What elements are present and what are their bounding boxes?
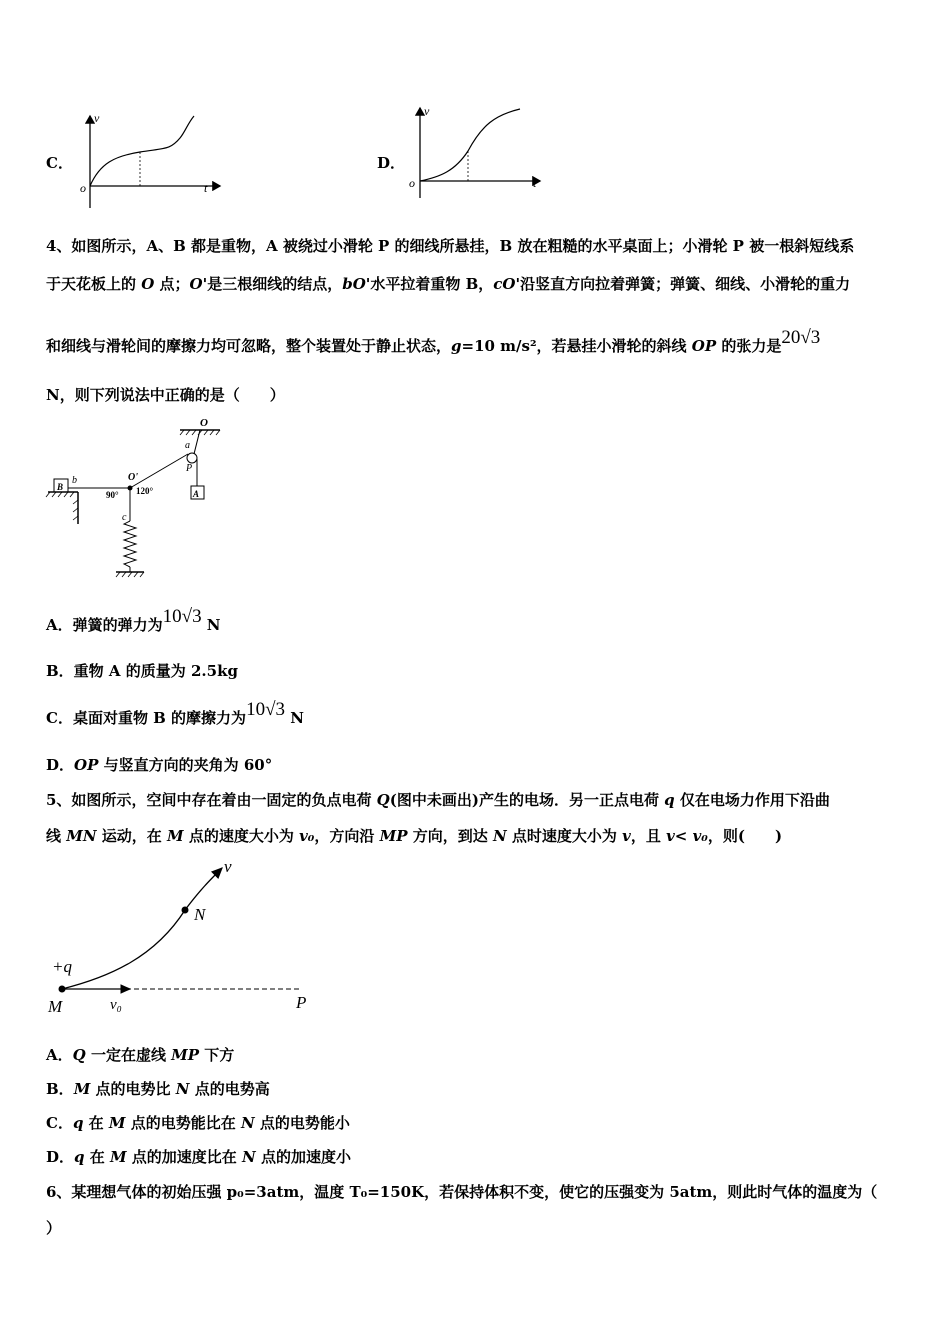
spring-icon xyxy=(124,521,136,567)
q5-option-c[interactable]: C．q 在 M 点的电势能比在 N 点的电势能小 xyxy=(46,1114,350,1132)
q4-tension-value: 20√3 xyxy=(781,327,821,348)
q4-line1: 4、如图所示，A、B 都是重物，A 被绕过小滑轮 P 的细线所悬挂，B 放在粗糙的水平桌面上；小滑轮 P 被一根斜短线系 xyxy=(46,237,855,255)
q6-line2: ） xyxy=(46,1219,62,1237)
q4-option-a[interactable]: A．弹簧的弹力为10√3 N xyxy=(46,606,221,634)
q6-line1: 6、某理想气体的初始压强 p₀=3atm，温度 T₀=150K，若保持体积不变，使它的压强变为 5atm，则此时气体的温度为（ xyxy=(46,1183,878,1201)
q4-fig-b: b xyxy=(72,475,77,486)
q5-option-b[interactable]: B．M 点的电势比 N 点的电势高 xyxy=(46,1080,270,1098)
q4-option-c[interactable]: C．桌面对重物 B 的摩擦力为10√3 N xyxy=(46,699,304,727)
q5-trajectory xyxy=(62,868,222,989)
q5-line2: 线 MN 运动，在 M 点的速度大小为 v₀，方向沿 MP 方向，到达 N 点时速度大小为 v，且 v< v₀，则( ) xyxy=(46,827,783,845)
q4-line3: 和细线与滑轮间的摩擦力均可忽略，整个装置处于静止状态，g=10 m/s²，若悬挂小滑轮的斜线 OP 的张力是20√3 xyxy=(46,327,821,355)
q5-fig-v0: v₀ xyxy=(110,997,122,1013)
q5-point-N xyxy=(182,907,189,914)
q5-fig-plusq: +q xyxy=(52,957,72,976)
q5-fig-v: v xyxy=(224,857,232,876)
q5-point-M xyxy=(59,986,66,993)
q4-fig-B: B xyxy=(57,482,64,492)
q4-fig-a: a xyxy=(185,440,190,451)
q4-fig-c: c xyxy=(122,512,127,523)
q5-option-d[interactable]: D．q 在 M 点的加速度比在 N 点的加速度小 xyxy=(46,1148,351,1166)
q4-option-b[interactable]: B．重物 A 的质量为 2.5kg xyxy=(46,662,238,680)
graph-c xyxy=(70,108,230,213)
graph-d xyxy=(400,103,550,203)
q4-fig-angle120: 120° xyxy=(136,486,154,496)
q5-fig-M: M xyxy=(48,997,63,1016)
graph-d-t-label: t xyxy=(533,176,537,190)
q5-fig-N: N xyxy=(194,905,206,924)
q4-option-d[interactable]: D．OP 与竖直方向的夹角为 60° xyxy=(46,756,273,774)
q5-option-a[interactable]: A．Q 一定在虚线 MP 下方 xyxy=(46,1046,235,1064)
q4-figure xyxy=(44,416,234,581)
q5-fig-P: P xyxy=(296,993,307,1012)
graph-c-origin: o xyxy=(80,181,86,195)
graph-c-v-label: v xyxy=(94,111,100,125)
graph-d-v-label: v xyxy=(424,104,430,118)
q4-fig-O: O xyxy=(200,417,208,429)
q4-fig-A: A xyxy=(193,489,200,499)
q5-figure xyxy=(40,852,330,1022)
q4-fig-angle90: 90° xyxy=(106,490,119,500)
graph-c-t-label: t xyxy=(204,181,208,195)
graph-d-curve xyxy=(420,109,520,181)
q4-fig-P: P xyxy=(186,463,193,474)
option-d-label: D． xyxy=(377,154,406,172)
q5-line1: 5、如图所示，空间中存在着由一固定的负点电荷 Q(图中未画出)产生的电场．另一正点电荷 q 仅在电场力作用下沿曲 xyxy=(46,791,830,809)
graph-c-curve xyxy=(90,116,194,186)
graph-d-origin: o xyxy=(409,176,415,190)
q4-line2: 于天花板上的 O 点；O'是三根细线的结点，bO'水平拉着重物 B，cO'沿竖直方向拉着弹簧；弹簧、细线、小滑轮的重力 xyxy=(46,275,851,293)
option-c-label: C． xyxy=(46,154,73,172)
q4-line4: N，则下列说法中正确的是（ ） xyxy=(46,386,285,404)
pulley-icon xyxy=(187,453,197,463)
q4-fig-Oprime: O' xyxy=(128,472,138,483)
